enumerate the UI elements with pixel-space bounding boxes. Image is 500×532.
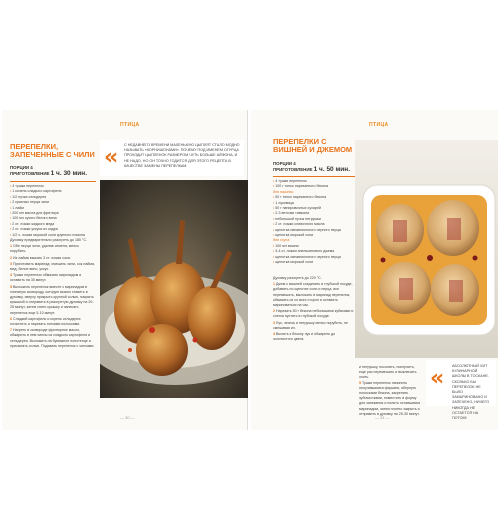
- method-step: [10, 262, 96, 272]
- time-label: ПРИГОТОВЛЕНИЕ: [10, 171, 50, 176]
- step-number: 6: [10, 316, 13, 321]
- step-text: Из лайма выжать 3 ст. ложки сока.: [13, 255, 71, 260]
- step-number: 7: [10, 328, 13, 333]
- ingredient-item: • 2 ст. ложки жидкого меда: [10, 222, 96, 227]
- page-number: — 30 —: [120, 415, 135, 420]
- step-text: Выложить перепелок вместе с маринадом в глиняную сковороду, которую можно ставить в духовку, сверху прикрыть крупной солью, накрыть крышкой и отправить в разогретую духовку на 20-25 минут, затем снять крышку и запекать перепелок еще 5-10 минут.: [10, 284, 94, 315]
- tip-box: [426, 360, 496, 421]
- recipe-title: ПЕРЕПЕЛКИ, ЗАПЕЧЕННЫЕ С ЧИЛИ: [10, 142, 95, 159]
- method-step: [10, 244, 96, 254]
- ingredient-item: • 1/2 пучка сельдерея: [10, 195, 96, 200]
- book-spread: [0, 110, 500, 430]
- ingredient-subheading: для соуса:: [273, 238, 291, 243]
- ingredient-item: • 50 г панировочных сухарей: [273, 206, 355, 211]
- tip-text: С НЕДАВНЕГО ВРЕМЕНИ МАЛЕНЬКУЮ ЦЫПЛЯТ СТАЛО МОДНО НАЗЫВАТЬ «КОРНИШОНАМИ». ПОЧЕМУ ПОД ИМЕНЕМ ОГУРЦА ПРОХОДИТ ЦЫПЛЕНОК РАЗМЕРОМ ЧУТЬ БОЛЬШЕ АЙФОНА, И НЕ НАДО, НО ОН ТОЧНО ГОДИТСЯ ДЛЯ ЭТОГО РЕЦЕПТА В КАЧЕСТВЕ ЗАМЕНЫ ПЕРЕПЕЛКАМ.: [124, 143, 240, 168]
- ingredient-item: • 200 мл масла для фритюра: [10, 211, 96, 216]
- step-text: Нагреть в сковороде фритюрное масло, обжарить в нем чипсы из сладкого картофеля и сельдерея. Выложить на бумажное полотенце и присыпать солью. Подавать перепелок с чипсами.: [10, 328, 95, 348]
- portion-label: ПОРЦИИ: [10, 165, 30, 170]
- method-step: [273, 321, 355, 331]
- portion-label: ПОРЦИИ: [273, 161, 293, 166]
- ingredient-item: • 4 тушки перепелок: [273, 179, 355, 184]
- ingredient-item: • щепотка морской соли: [273, 233, 355, 238]
- step-number: 4: [273, 332, 276, 337]
- ingredient-item: • 1/2 ч. ложки морской соли крупного помола: [10, 233, 96, 238]
- ingredient-item: • 50 г тонко нарезанного бекона: [273, 195, 355, 200]
- ingredient-item: • щепотка морской соли: [273, 260, 355, 265]
- divider: [273, 176, 355, 177]
- ingredient-item: • 100 г тонко нарезанного бекона: [273, 184, 355, 189]
- step-text: Вылить к бекону лук и обжарить до золотистого цвета.: [273, 332, 336, 342]
- step-text: Лук, чеснок и петрушку мелко порубить, не смешивая их.: [273, 320, 348, 330]
- section-label: ПТИЦА: [369, 122, 389, 128]
- step-number: 2: [273, 309, 276, 314]
- step-text: Приготовить маринад: смешать чили, сок лайма, мед, белое вино, уксус.: [10, 261, 95, 272]
- ingredient-item: • 2 красных перца чили: [10, 200, 96, 205]
- step-number: 3: [273, 320, 276, 325]
- step-number: 2: [10, 255, 13, 260]
- method-step: [10, 328, 96, 349]
- ingredient-item: • небольшой пучок петрушки: [273, 217, 355, 222]
- step-text: Тушки перепелок начинить получившимся фаршем, обернуть полосками бекона, закрепить зубочистками, поместить в форму для запекания и полить оставшимся маринадом, затем плотно закрыть и отправить в духовку на 25-30 минут.: [359, 380, 421, 416]
- ingredient-list: [10, 184, 96, 238]
- method-text-continued: [359, 365, 421, 417]
- method-step: [273, 276, 355, 281]
- step-number: 4: [10, 273, 13, 278]
- step-text: Нарезать 50 г бекона небольшими кубиками и слегка пустить в глубокой посуде.: [273, 309, 354, 319]
- time-value: 1 ч. 50 мин.: [313, 166, 351, 173]
- method-step: [359, 381, 421, 417]
- ingredient-item: • 2 ст. ложки сливочного масла: [273, 222, 355, 227]
- ingredient-item: • 2 ст. ложки уксуса из сидра: [10, 227, 96, 232]
- method-step: [273, 309, 355, 319]
- portion-info: ПОРЦИИ 4 ПРИГОТОВЛЕНИЕ 1 ч. 30 мин.: [10, 165, 88, 177]
- ingredient-item: • щепотка свежемолотого черного перца: [273, 228, 355, 233]
- step-number: 1: [273, 282, 276, 287]
- ingredient-item: • 1 кочень сладкого картофеля: [10, 189, 96, 194]
- step-text: Обе перца чили, удалив семена, мелко порубить.: [10, 244, 79, 254]
- step-number: 3: [10, 261, 13, 266]
- ingredient-subheading: для начинки:: [273, 189, 295, 194]
- step-text: Духовку предварительно разогреть до 180 °С.: [10, 238, 88, 242]
- method-step: [273, 282, 355, 308]
- quote-icon: «: [104, 145, 119, 170]
- quote-icon: «: [430, 366, 445, 391]
- step-number: 5: [359, 380, 362, 385]
- method-step: [359, 365, 421, 381]
- step-text: и петрушку, посолить, поперчить, еще раз перемешать и выключить огонь.: [359, 365, 417, 380]
- ingredient-item: • 1 луковица: [273, 201, 355, 206]
- ingredient-list: [273, 179, 355, 266]
- ingredient-item: • 100 мл вишни: [273, 244, 355, 249]
- page-number: — 31 —: [375, 415, 390, 420]
- method-step: [10, 238, 96, 243]
- right-page: [251, 110, 498, 430]
- ingredient-item: • щепотка свежемолотого черного перца: [273, 255, 355, 260]
- method-step: [10, 317, 96, 327]
- step-number: 5: [10, 284, 13, 289]
- step-text: Джем с вишней соединить в глубокой посуде, добавить по щепотке соли и перца, все перемешать, выложить в маринад перепелок, обмазать их со всех сторон и оставить мариноваться на час.: [273, 282, 353, 308]
- step-text: Сладкий картофель и корень сельдерея почистить и нарезать тонкими полосками.: [10, 316, 81, 327]
- dish-photo: [355, 140, 498, 358]
- step-number: 1: [10, 244, 13, 249]
- ingredient-item: • 100 мл сухого белого вина: [10, 216, 96, 221]
- method-text: [273, 276, 355, 343]
- step-text: Тушки перепелок обмазать маринадом и оставить на 30 минут.: [10, 273, 82, 283]
- time-value: 1 ч. 30 мин.: [50, 170, 88, 177]
- left-page: [2, 110, 248, 430]
- dish-photo: [100, 180, 248, 398]
- method-step: [10, 285, 96, 316]
- ingredient-item: • 4 тушки перепелок: [10, 184, 96, 189]
- recipe-title: ПЕРЕПЕЛКИ С ВИШНЕЙ И ДЖЕМОМ: [273, 137, 353, 154]
- ingredient-item: • 2-3 веточки тимьяна: [273, 211, 355, 216]
- method-step: [10, 273, 96, 283]
- step-text: Духовку разогреть до 220 °С.: [273, 276, 322, 280]
- tip-text: АБСОЛЮТНЫЙ ХИТ КУЛИНАРНОЙ ШКОЛЫ В ТОСКАНЕ. СКОЛЬКО БЫ ПЕРЕПЕЛОК НЕ БЫЛО ЗАМАРИНОВАНО И ЗАПЕЧЕНО, НИЧЕГО НИКОГДА НЕ ОСТАЕТСЯ НА ПОТОМ!: [452, 364, 490, 421]
- tip-box: [100, 140, 244, 176]
- portion-info: ПОРЦИИ 4 ПРИГОТОВЛЕНИЕ 1 ч. 50 мин.: [273, 161, 351, 173]
- method-step: [10, 256, 96, 261]
- ingredient-item: • 3-4 ст. ложки апельсинового джема: [273, 249, 355, 254]
- section-label: ПТИЦА: [120, 122, 140, 128]
- divider: [10, 181, 96, 182]
- method-step: [273, 332, 355, 342]
- time-label: ПРИГОТОВЛЕНИЕ: [273, 167, 313, 172]
- method-text: [10, 238, 96, 350]
- ingredient-item: • 1 лайм: [10, 206, 96, 211]
